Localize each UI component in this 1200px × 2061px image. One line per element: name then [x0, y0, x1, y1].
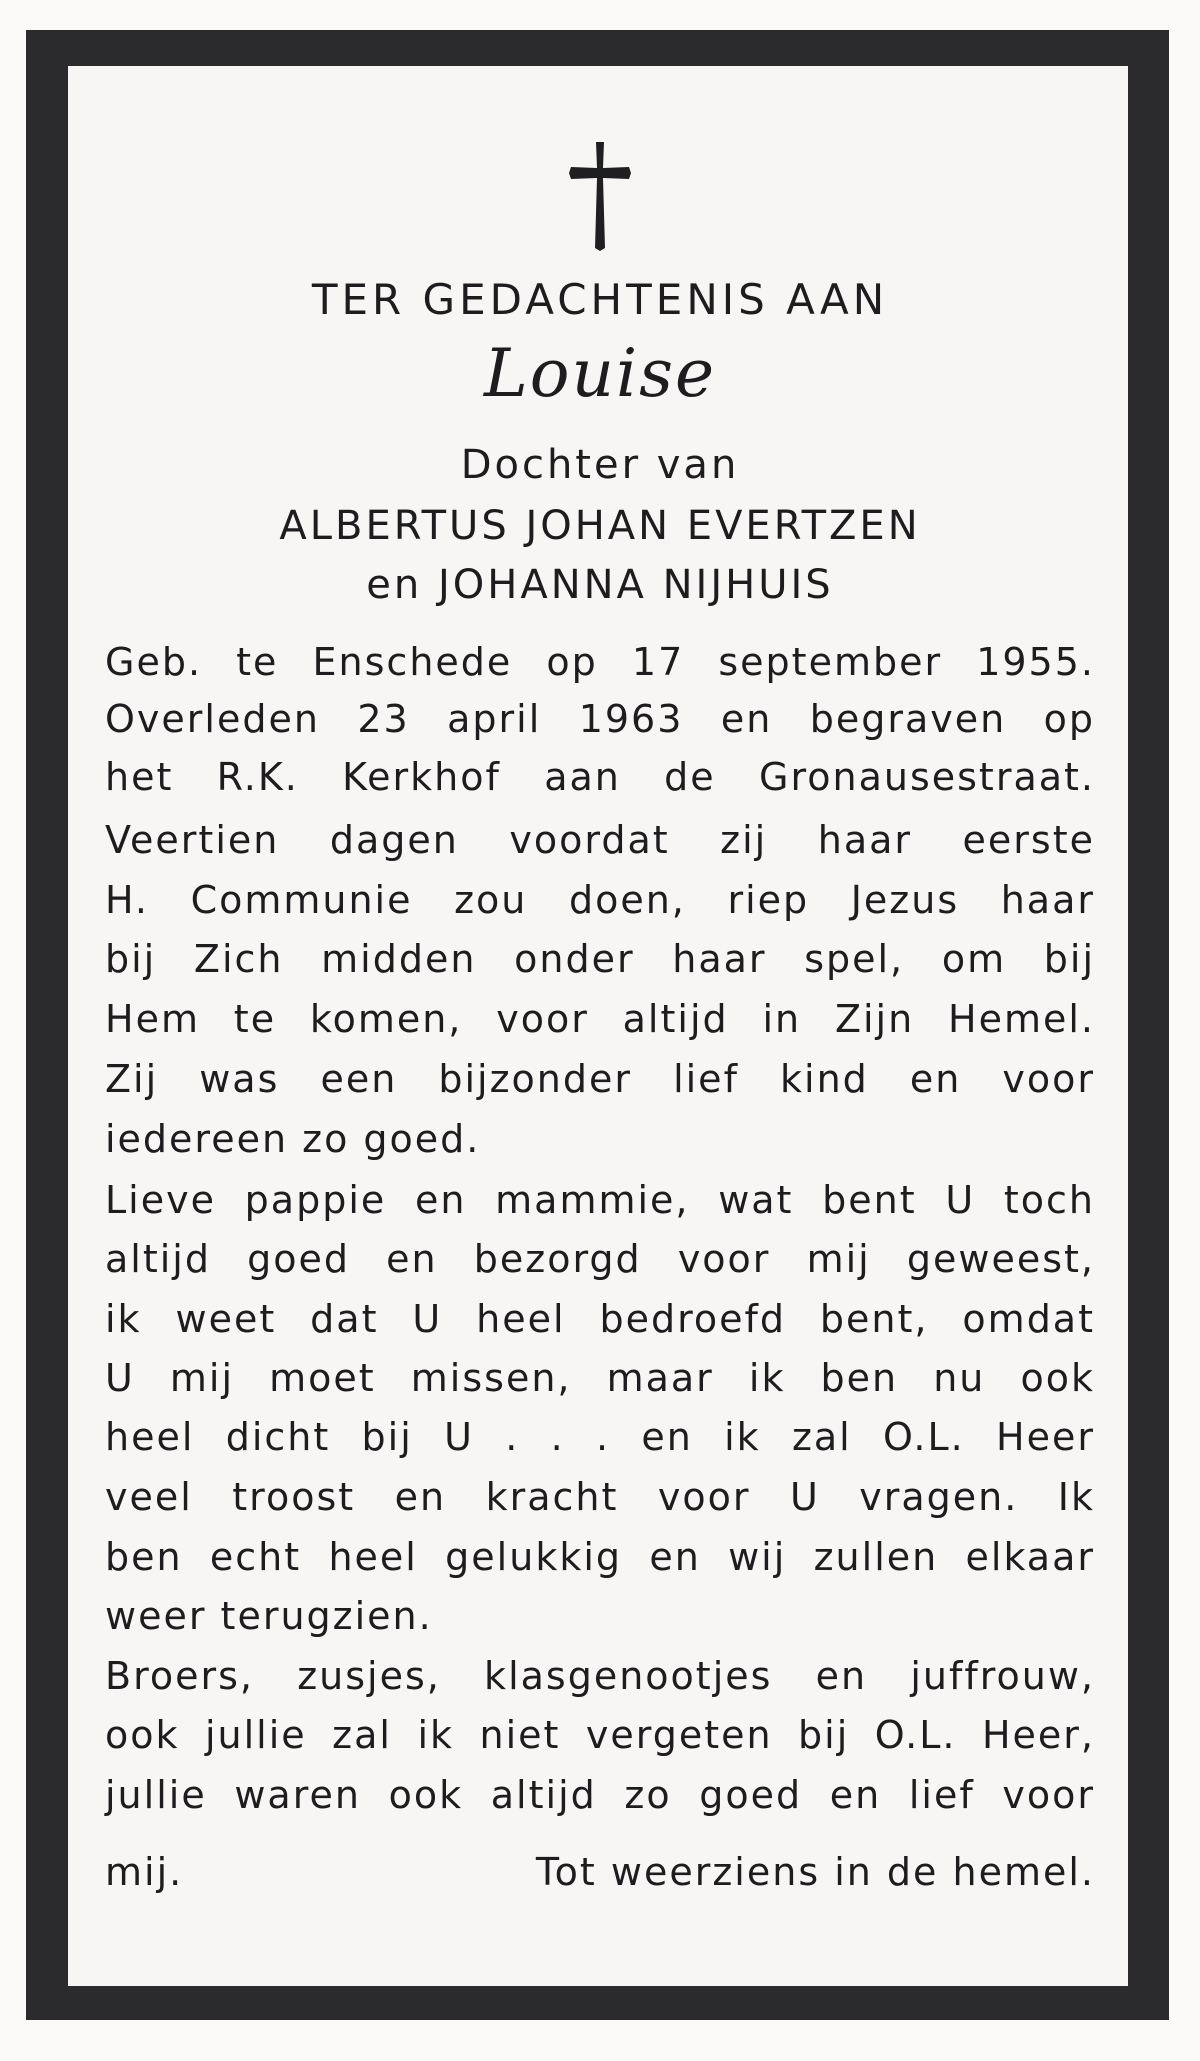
memorial-text-line: Zij was een bijzonder lief kind en voor [105, 1057, 1095, 1101]
memorial-text-line: bij Zich midden onder haar spel, om bij [105, 937, 1095, 981]
memorial-text-line: H. Communie zou doen, riep Jezus haar [105, 878, 1095, 922]
memorial-text-line: jullie waren ook altijd zo goed en lief voor [105, 1773, 1095, 1817]
memorial-text-line: Hem te komen, voor altijd in Zijn Hemel. [105, 997, 1095, 1041]
daughter-of-label: Dochter van [460, 442, 740, 488]
closing-row [105, 1850, 1095, 1894]
memorial-text-line: U mij moet missen, maar ik ben nu ook [105, 1356, 1095, 1400]
memorial-text-line: ook jullie zal ik niet vergeten bij O.L. Heer, [105, 1713, 1095, 1757]
memorial-text-line: Veertien dagen voordat zij haar eerste [105, 818, 1095, 862]
memorial-text-line: weer terugzien. [105, 1594, 433, 1638]
memorial-text-line: iedereen zo goed. [105, 1117, 481, 1161]
memorial-text-line: Overleden 23 april 1963 en begraven op [105, 697, 1095, 741]
deceased-name: Louise [483, 335, 717, 412]
farewell-line: Tot weerziens in de hemel. [535, 1850, 1095, 1894]
father-name: ALBERTUS JOHAN EVERTZEN [279, 503, 921, 549]
memorial-text-line: het R.K. Kerkhof aan de Gronausestraat. [105, 755, 1095, 799]
memorial-text-line: heel dicht bij U . . . en ik zal O.L. Heer [105, 1415, 1095, 1459]
mother-name: en JOHANNA NIJHUIS [366, 562, 834, 608]
memorial-heading: TER GEDACHTENIS AAN [311, 275, 889, 324]
memorial-text-line: Geb. te Enschede op 17 september 1955. [105, 640, 1095, 684]
cross-icon [565, 140, 635, 252]
memorial-text-line: ben echt heel gelukkig en wij zullen elkaar [105, 1535, 1095, 1579]
memorial-text-line: ik weet dat U heel bedroefd bent, omdat [105, 1297, 1095, 1341]
memorial-text-line: Broers, zusjes, klasgenootjes en juffrouw, [105, 1654, 1095, 1698]
closing-word: mij. [105, 1850, 184, 1894]
memorial-text-line: Lieve pappie en mammie, wat bent U toch [105, 1178, 1095, 1222]
memorial-text-line: veel troost en kracht voor U vragen. Ik [105, 1475, 1095, 1519]
memorial-text-line: altijd goed en bezorgd voor mij geweest, [105, 1237, 1095, 1281]
